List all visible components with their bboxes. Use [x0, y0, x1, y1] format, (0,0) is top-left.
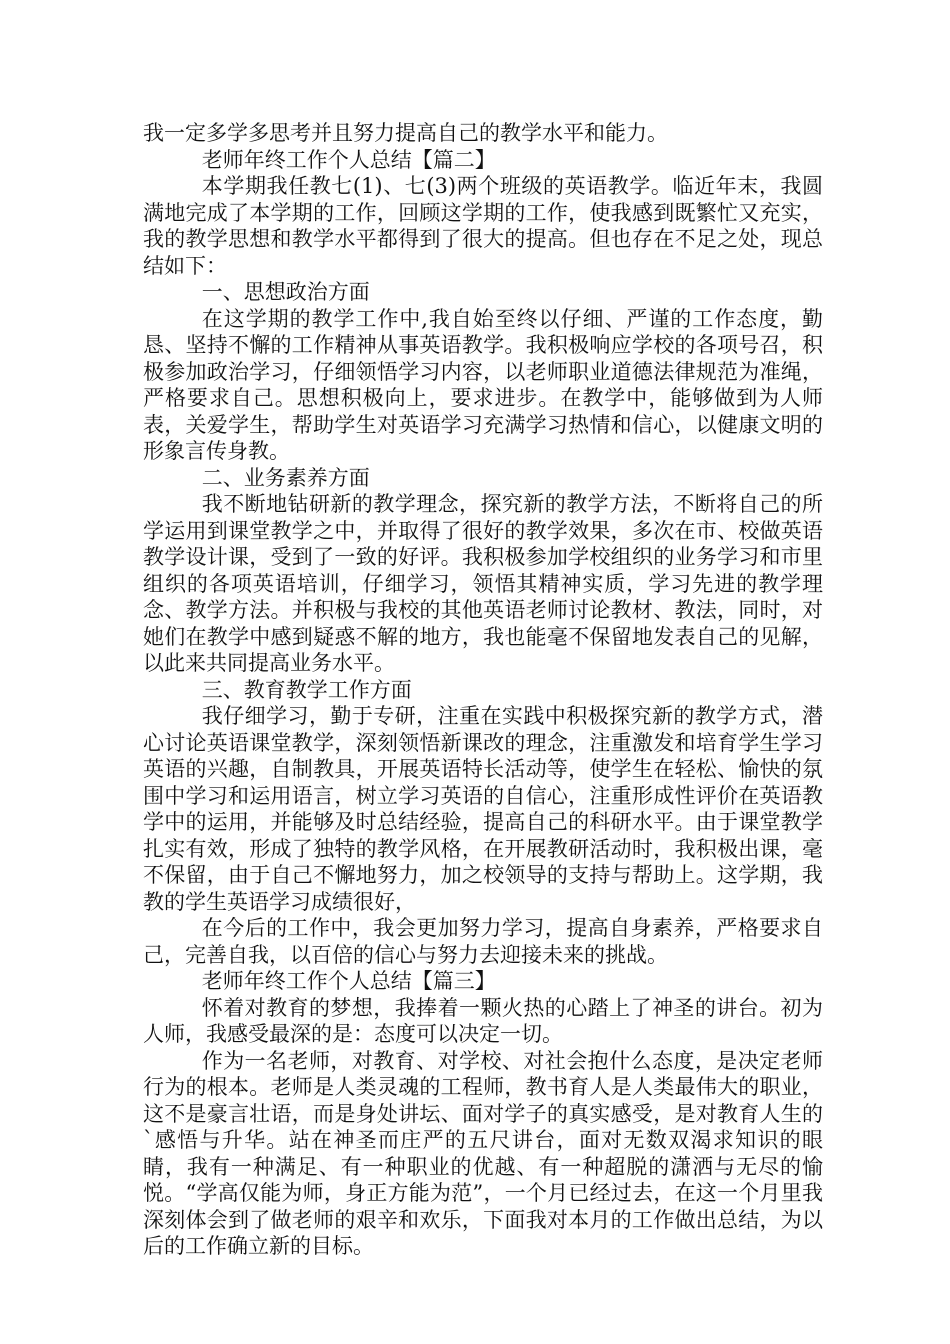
section-heading: 三、教育教学工作方面	[201, 677, 412, 702]
document-page	[143, 120, 823, 1260]
paragraph: 我一定多学多思考并且努力提高自己的教学水平和能力。	[143, 121, 668, 145]
section-heading: 二、业务素养方面	[201, 465, 370, 490]
section-title: 老师年终工作个人总结【篇三】	[201, 969, 496, 993]
paragraph: 我不断地钻研新的教学理念，探究新的教学方法，不断将自己的所学运用到课堂教学之中，并取得了很好的教学效果，多次在市、校做英语教学设计课，受到了一致的好评。我积极参加学校组织的业务学习和市里组织的各项英语培训，仔细学习，领悟其精神实质，学习先进的教学理念、教学方法。并积极与我校的其他英语老师讨论教材、教法，同时，对她们在教学中感到疑惑不解的地方，我也能毫不保留地发表自己的见解，以此来共同提高业务水平。	[143, 492, 823, 675]
paragraph: 在今后的工作中，我会更加努力学习，提高自身素养，严格要求自己，完善自我，以百倍的信心与努力去迎接未来的挑战。	[143, 916, 823, 967]
paragraph: 在这学期的教学工作中,我自始至终以仔细、严谨的工作态度，勤恳、坚持不懈的工作精神从事英语教学。我积极响应学校的各项号召，积极参加政治学习，仔细领悟学习内容，以老师职业道德法律规范为准绳，严格要求自己。思想积极向上，要求进步。在教学中，能够做到为人师表，关爱学生，帮助学生对英语学习充满学习热情和信心，以健康文明的形象言传身教。	[143, 306, 823, 463]
section-heading: 一、思想政治方面	[201, 280, 370, 304]
paragraph: 怀着对教育的梦想，我捧着一颗火热的心踏上了神圣的讲台。初为人师，我感受最深的是：态度可以决定一切。	[143, 995, 823, 1046]
paragraph: 作为一名老师，对教育、对学校、对社会抱什么态度，是决定老师行为的根本。老师是人类灵魂的工程师，教书育人是人类最伟大的职业，这不是豪言壮语，而是身处讲坛、面对学子的真实感受，是对教育人生的`感悟与升华。站在神圣而庄严的五尺讲台，面对无数双渴求知识的眼睛，我有一种满足、有一种职业的优越、有一种超脱的潇洒与无尽的愉悦。“学高仅能为师，身正方能为范”，一个月已经过去，在这一个月里我深刻体会到了做老师的艰辛和欢乐，下面我对本月的工作做出总结，为以后的工作确立新的目标。	[143, 1048, 823, 1258]
section-title: 老师年终工作个人总结【篇二】	[201, 147, 496, 172]
paragraph: 本学期我任教七(1)、七(3)两个班级的英语教学。临近年末，我圆满地完成了本学期的工作，回顾这学期的工作，使我感到既繁忙又充实，我的教学思想和教学水平都得到了很大的提高。但也存在不足之处，现总结如下：	[143, 174, 823, 278]
paragraph: 我仔细学习，勤于专研，注重在实践中积极探究新的教学方式，潜心讨论英语课堂教学，深刻领悟新课改的理念，注重激发和培育学生学习英语的兴趣，自制教具，开展英语特长活动等，使学生在轻松、愉快的氛围中学习和运用语言，树立学习英语的自信心，注重形成性评价在英语教学中的运用，并能够及时总结经验，提高自己的科研水平。由于课堂教学扎实有效，形成了独特的教学风格，在开展教研活动时，我积极出课，毫不保留，由于自己不懈地努力，加之校领导的支持与帮助上。这学期，我教的学生英语学习成绩很好，	[143, 704, 823, 914]
